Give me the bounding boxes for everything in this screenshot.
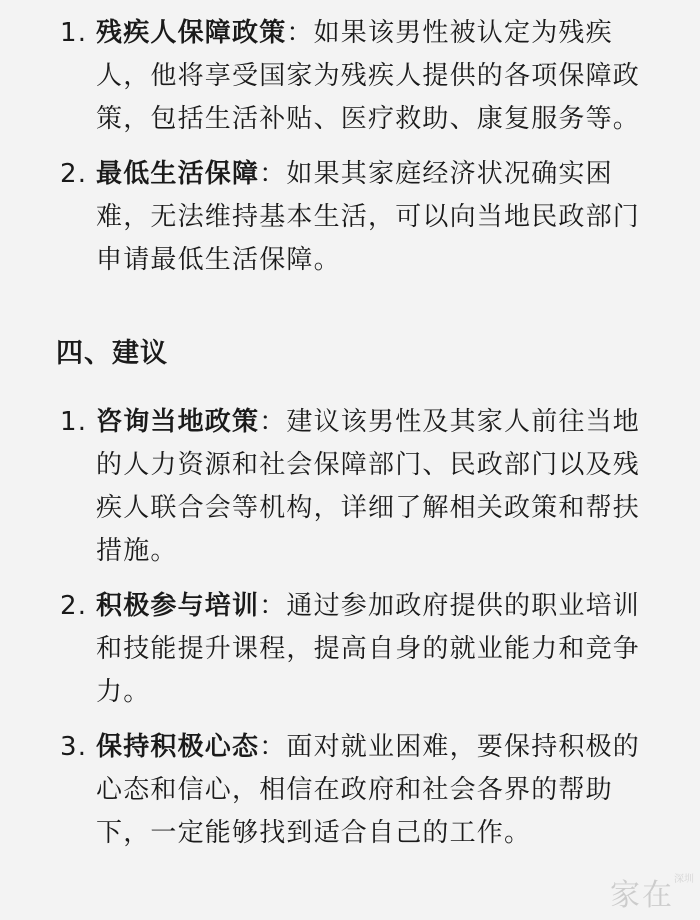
item-separator: ： xyxy=(259,407,287,437)
section-heading: 四、建议 xyxy=(56,338,168,369)
item-separator: ： xyxy=(286,18,314,48)
item-text: 建议该男性及其家人前往当地的人力资源和社会保障部门、民政部门以及残疾人联合会等机构，详细了解相关政策和帮扶措施。 xyxy=(96,407,641,566)
watermark-main: 家在 xyxy=(610,878,674,913)
list-number: 1. xyxy=(60,18,88,48)
item-title: 积极参与培训 xyxy=(96,591,260,621)
item-title: 残疾人保障政策 xyxy=(96,18,287,48)
watermark-sub: 深圳 xyxy=(674,874,694,885)
item-text: 面对就业困难，要保持积极的心态和信心，相信在政府和社会各界的帮助下，一定能够找到适合自己的工作。 xyxy=(96,732,641,848)
item-text: 通过参加政府提供的职业培训和技能提升课程，提高自身的就业能力和竞争力。 xyxy=(96,591,641,707)
suggestion-list xyxy=(60,401,660,855)
item-separator: ： xyxy=(259,732,287,762)
list-item xyxy=(60,12,660,141)
item-separator: ： xyxy=(259,591,287,621)
list-number: 1. xyxy=(60,407,88,437)
item-title: 咨询当地政策 xyxy=(96,407,260,437)
list-item xyxy=(60,401,660,573)
list-item xyxy=(60,585,660,714)
list-item xyxy=(60,726,660,855)
list-number: 2. xyxy=(60,159,88,189)
item-text: 如果其家庭经济状况确实困难，无法维持基本生活，可以向当地民政部门申请最低生活保障。 xyxy=(96,159,641,275)
item-title: 最低生活保障 xyxy=(96,159,260,189)
item-separator: ： xyxy=(259,159,287,189)
policy-list xyxy=(60,12,660,282)
watermark-logo xyxy=(610,870,694,914)
item-text: 如果该男性被认定为残疾人，他将享受国家为残疾人提供的各项保障政策，包括生活补贴、医疗救助、康复服务等。 xyxy=(96,18,641,134)
list-item xyxy=(60,153,660,282)
item-title: 保持积极心态 xyxy=(96,732,260,762)
list-number: 2. xyxy=(60,591,88,621)
list-number: 3. xyxy=(60,732,88,762)
